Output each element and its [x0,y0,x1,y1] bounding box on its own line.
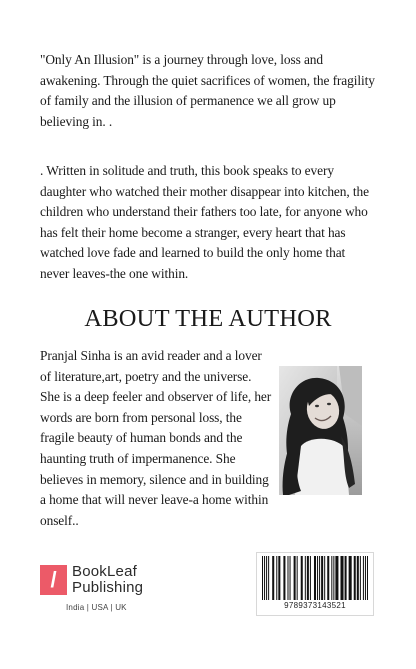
barcode-bar [266,556,267,600]
barcode-bar [357,556,359,600]
barcode-bars [260,556,370,600]
bookleaf-mark-icon [40,565,67,595]
barcode-bar [287,556,288,600]
barcode-bar [363,556,364,600]
barcode-bar [319,556,320,600]
barcode-bar [301,556,303,600]
author-bio: Pranjal Sinha is an avid reader and a lover of literature,art, poetry and the universe. She is a deep feeler and observer of life, her words are born from personal loss, the fragile beauty of human bonds and the haunting truth of impermanence. She believes in memory, silence and in building a home that will never leave-a home within onself.. [40,348,272,528]
barcode-bar [305,556,306,600]
barcode-bar [278,556,280,600]
isbn-barcode [256,552,374,616]
publisher-regions: India | USA | UK [66,603,127,612]
logo-slash: / [50,567,57,592]
barcode-bar [264,556,265,600]
barcode-bar [290,556,291,600]
barcode-bar [367,556,368,600]
barcode-bar [340,556,343,600]
barcode-bar [327,556,329,600]
author-photo [279,366,362,495]
isbn-number: 9789373143521 [284,601,346,610]
barcode-bar [262,556,263,600]
author-photo-illustration [279,366,362,495]
barcode-bar [317,556,318,600]
publisher-logo [40,563,220,613]
publisher-name-line-1: BookLeaf [72,563,137,580]
about-author-heading: ABOUT THE AUTHOR [84,305,332,332]
barcode-bar [297,556,298,600]
barcode-bar [321,556,323,600]
blurb-paragraph-1: "Only An Illusion" is a journey through love, loss and awakening. Through the quiet sacrifices of women, the fragility of family and the illusion of permanence we all grow up believing in. . [40,52,375,129]
barcode-bar [335,556,338,600]
blurb-paragraph-2: . Written in solitude and truth, this book speaks to every daughter who watched their mother disappear into kitchen, the children who understand their fathers too late, for anyone who has felt their home become a stranger, every heart that has watched love fade and learned to build the only home that never leaves-the one within. [40,163,369,281]
barcode-bar [307,556,309,600]
barcode-bar [354,556,356,600]
barcode-bar [283,556,285,600]
barcode-bar [276,556,277,600]
barcode-bar [333,556,334,600]
barcode-bar [272,556,274,600]
barcode-bar [360,556,361,600]
barcode-bar [314,556,316,600]
barcode-bar [345,556,347,600]
barcode-bar [268,556,269,600]
barcode-bar [294,556,296,600]
barcode-bar [349,556,352,600]
barcode-bar [365,556,366,600]
barcode-bar [331,556,332,600]
barcode-bar [324,556,325,600]
barcode-bar [310,556,311,600]
publisher-name-line-2: Publishing [72,579,144,596]
